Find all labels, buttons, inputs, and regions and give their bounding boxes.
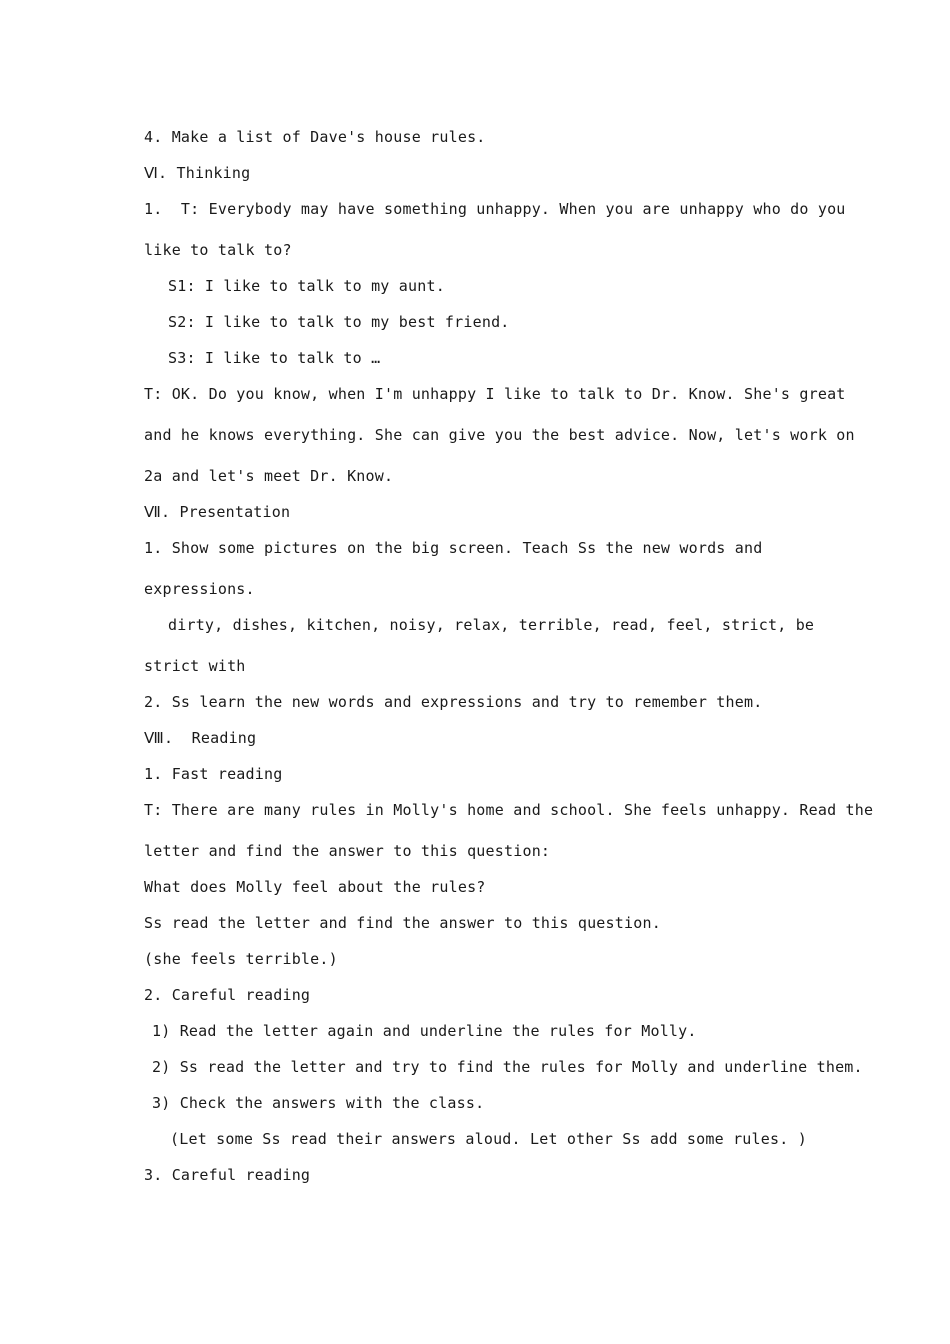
text-line: S1: I like to talk to my aunt.	[168, 277, 445, 295]
text-line: S3: I like to talk to …	[168, 349, 381, 367]
text-line: and he knows everything. She can give you the best advice. Now, let's work on	[144, 426, 855, 444]
text-line: expressions.	[144, 580, 255, 598]
text-line: 1. Fast reading	[144, 765, 283, 783]
text-line: 1. Show some pictures on the big screen. Teach Ss the new words and	[144, 539, 763, 557]
text-line: 2) Ss read the letter and try to find the rules for Molly and underline them.	[152, 1058, 863, 1076]
text-line: 2. Careful reading	[144, 986, 311, 1004]
section-heading: Ⅵ. Thinking	[144, 164, 251, 182]
text-line: 2a and let's meet Dr. Know.	[144, 467, 394, 485]
section-heading: Ⅶ. Presentation	[144, 503, 291, 521]
text-line: strict with	[144, 657, 246, 675]
text-line: like to talk to?	[144, 241, 292, 259]
text-line: S2: I like to talk to my best friend.	[168, 313, 510, 331]
text-line: Ss read the letter and find the answer to this question.	[144, 914, 661, 932]
text-line: (she feels terrible.)	[144, 950, 338, 968]
text-line: 4. Make a list of Dave's house rules.	[144, 128, 486, 146]
section-heading: Ⅷ. Reading	[144, 729, 257, 747]
text-line: 3) Check the answers with the class.	[152, 1094, 485, 1112]
text-line: 1) Read the letter again and underline the rules for Molly.	[152, 1022, 697, 1040]
text-line: T: OK. Do you know, when I'm unhappy I like to talk to Dr. Know. She's great	[144, 385, 846, 403]
text-line: letter and find the answer to this question:	[144, 842, 551, 860]
text-line: dirty, dishes, kitchen, noisy, relax, terrible, read, feel, strict, be	[168, 616, 815, 634]
text-line: (Let some Ss read their answers aloud. Let other Ss add some rules. )	[170, 1130, 807, 1148]
text-line: What does Molly feel about the rules?	[144, 878, 486, 896]
text-line: 3. Careful reading	[144, 1166, 311, 1184]
text-line: 2. Ss learn the new words and expressions and try to remember them.	[144, 693, 763, 711]
text-line: T: There are many rules in Molly's home and school. She feels unhappy. Read the	[144, 801, 874, 819]
text-line: 1. T: Everybody may have something unhappy. When you are unhappy who do you	[144, 200, 846, 218]
